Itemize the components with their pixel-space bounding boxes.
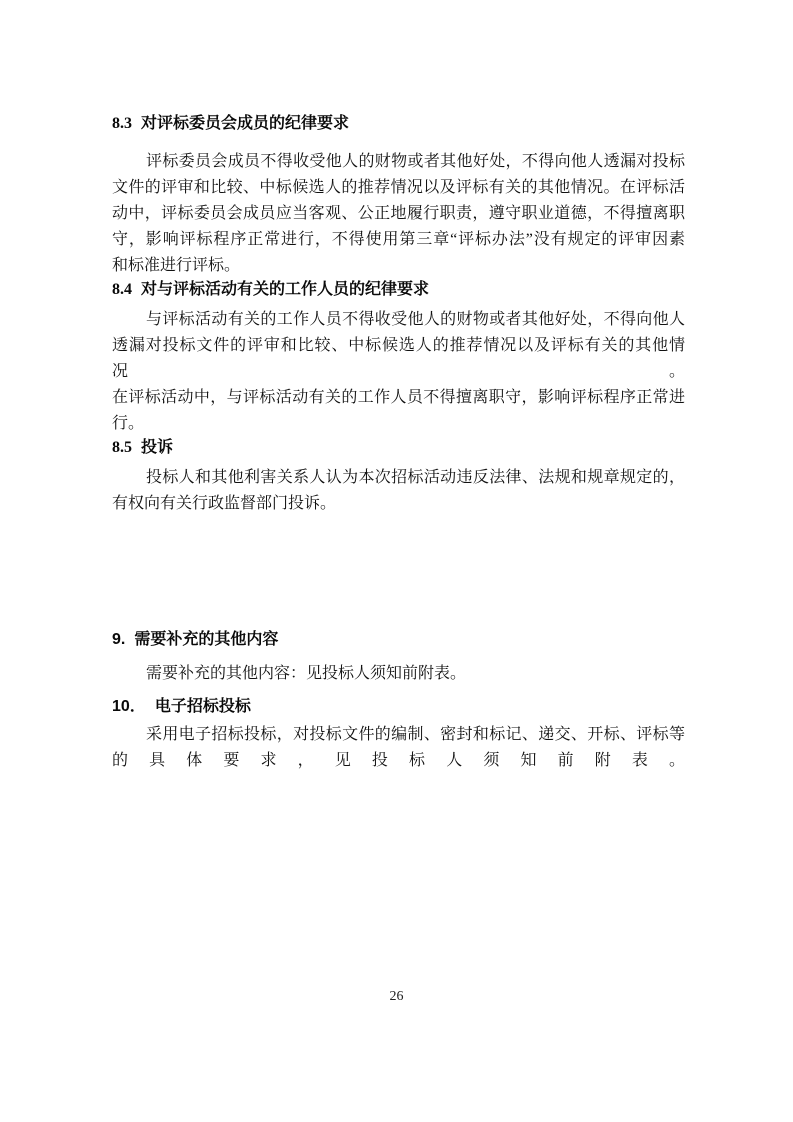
paragraph [112,149,685,279]
section-heading [112,696,685,718]
section-heading [112,279,685,301]
text-line: 在评标活动中，与评标活动有关的工作人员不得擅离职守，影响评标程序正常进 [112,389,685,406]
paragraph [112,465,685,517]
section-title: 对评标委员会成员的纪律要求 [141,115,350,132]
section-sec-8-4 [112,279,685,437]
section-heading [112,437,685,459]
text-line: 采用电子招标投标，对投标文件的编制、密封和标记、递交、开标、评标等 [146,726,685,743]
section-title: 对与评标活动有关的工作人员的纪律要求 [141,281,430,298]
section-number: 9. [112,631,126,648]
text-line: 文件的评审和比较、中标候选人的推荐情况以及评标有关的其他情况。在评标活 [112,179,685,196]
text-line: 守，影响评标程序正常进行，不得使用第三章“评标办法”没有规定的评审因素 [112,231,685,248]
paragraph [112,661,685,687]
document-content [112,113,685,774]
section-sec-8-5 [112,437,685,517]
text-line: 动中，评标委员会成员应当客观、公正地履行职责，遵守职业道德，不得擅离职 [112,205,685,222]
text-line: 行。 [112,415,145,432]
section-sec-10 [112,696,685,774]
text-line: 需要补充的其他内容：见投标人须知前附表。 [146,665,467,682]
text-line: 的具体要求，见投标人须知前附表。 [112,752,685,769]
section-title: 投诉 [141,439,174,456]
section-number: 8.3 [112,115,132,132]
section-heading [112,629,685,651]
section-title: 需要补充的其他内容 [134,631,279,648]
page-number: 26 [389,989,404,1004]
paragraph [112,307,685,437]
section-number: 10． [112,698,146,715]
section-heading [112,113,685,135]
section-sec-9 [112,629,685,687]
text-line: 和标准进行评标。 [112,257,241,274]
text-line: 透漏对投标文件的评审和比较、中标候选人的推荐情况以及评标有关的其他情况。 [112,337,685,380]
paragraph [112,722,685,774]
section-number: 8.5 [112,439,132,456]
text-line: 投标人和其他利害关系人认为本次招标活动违反法律、法规和规章规定的， [146,469,685,486]
section-number: 8.4 [112,281,132,298]
text-line: 有权向有关行政监督部门投诉。 [112,495,337,512]
text-line: 评标委员会成员不得收受他人的财物或者其他好处，不得向他人透漏对投标 [146,153,685,170]
text-line: 与评标活动有关的工作人员不得收受他人的财物或者其他好处，不得向他人 [146,311,685,328]
section-title: 电子招标投标 [154,698,251,715]
section-sec-8-3 [112,113,685,279]
